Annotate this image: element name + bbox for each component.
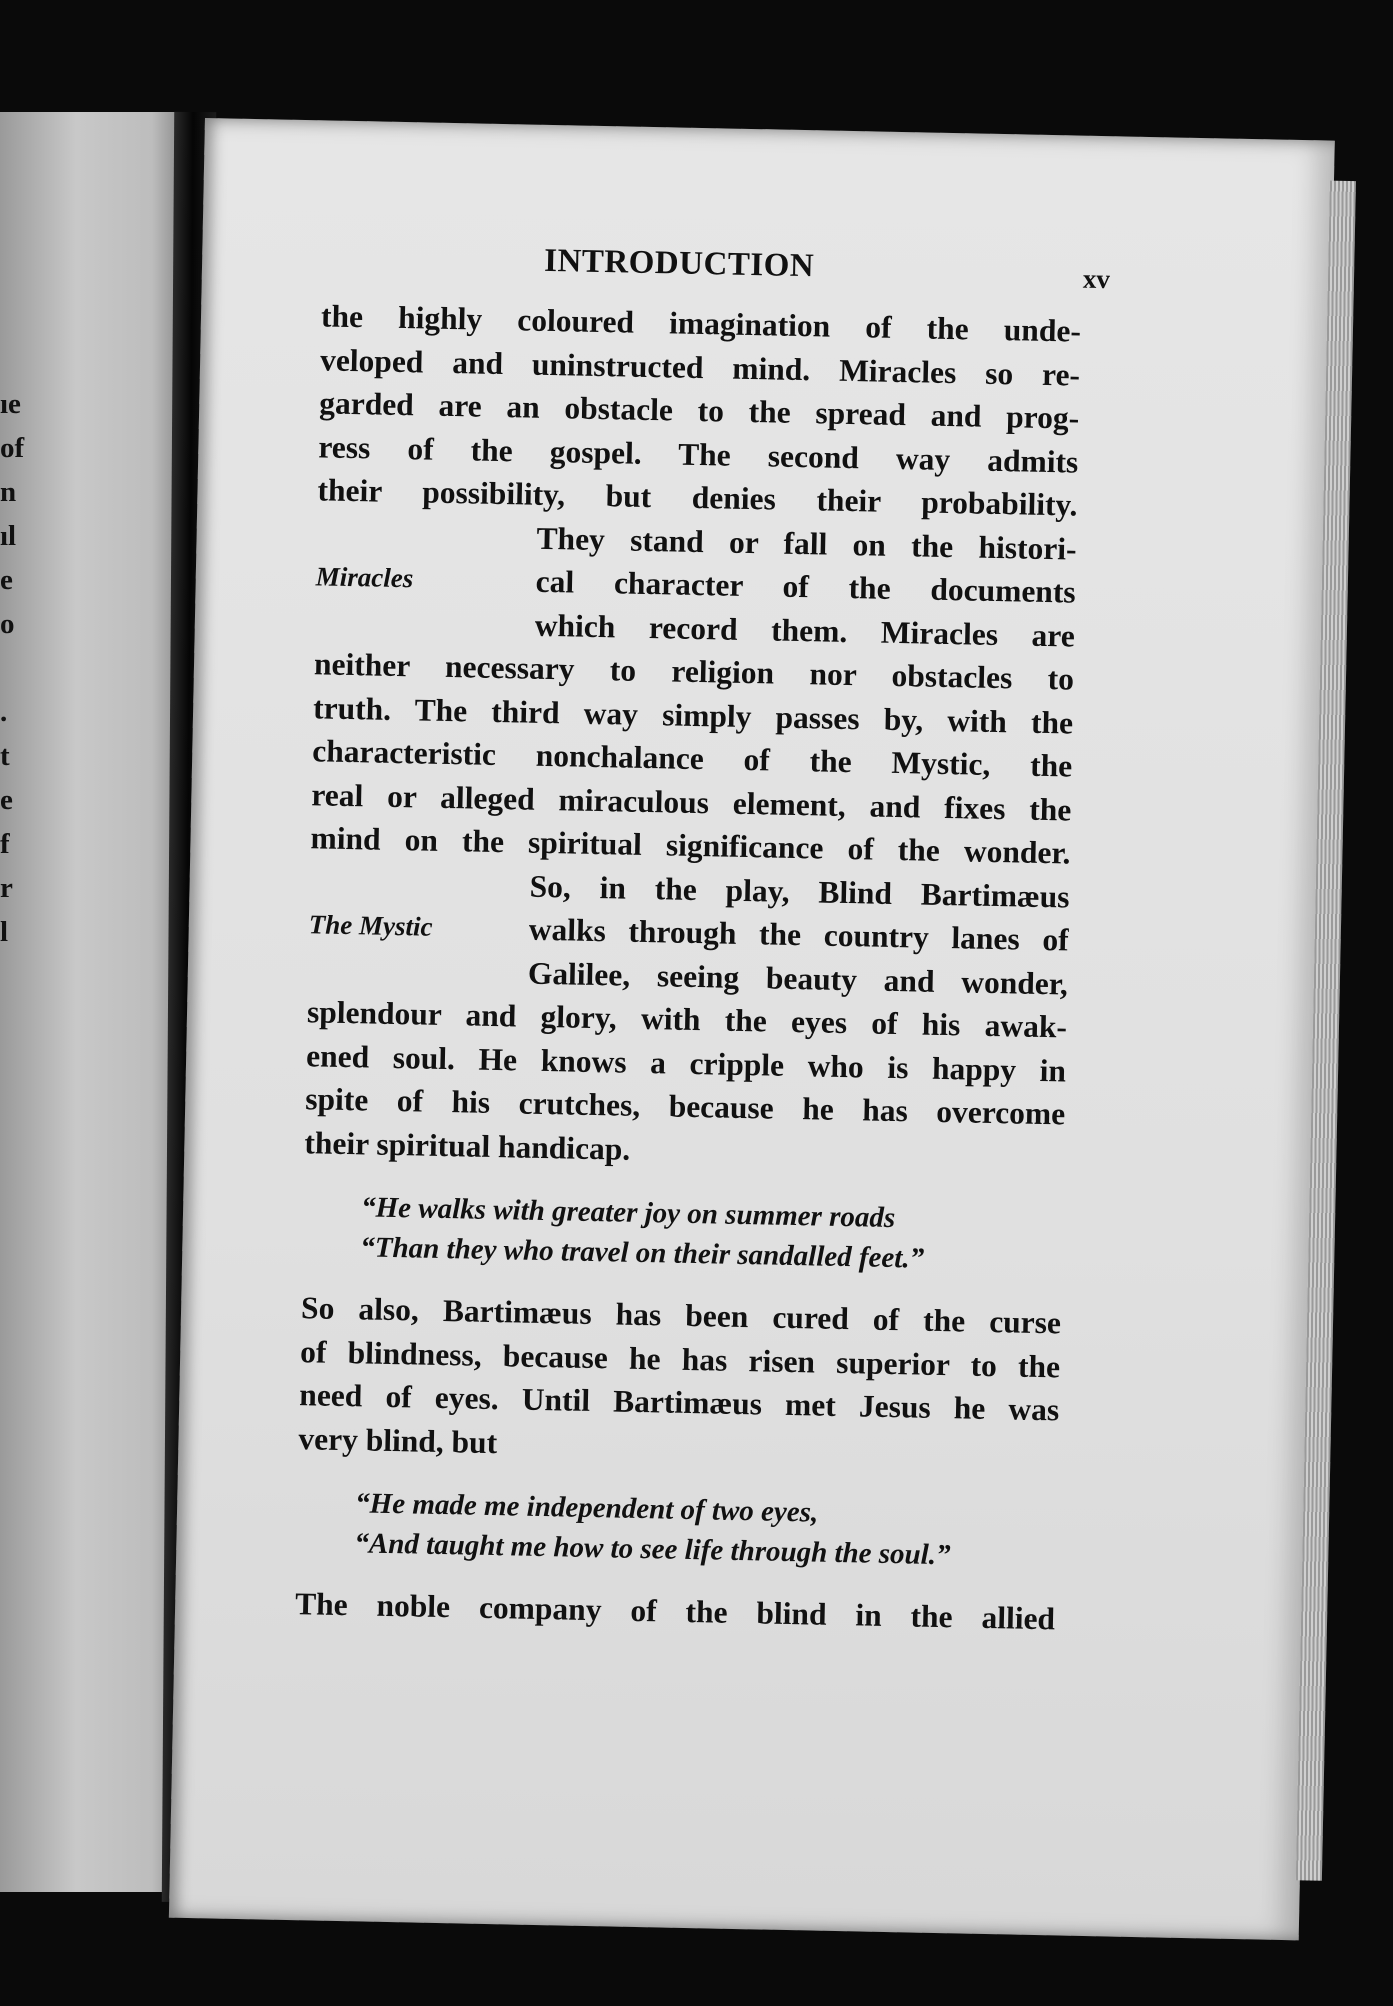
text-line: garded are an obstacle to the spread and prog- <box>318 385 1080 436</box>
text-line: Galilee, seeing beauty and wonder, <box>527 955 1069 1001</box>
verse-quote-2 <box>296 1482 1057 1577</box>
paragraph-5 <box>295 1582 1056 1641</box>
left-fragment: n <box>0 476 17 508</box>
verse-line: “Than they who travel on their sandalled feet.” <box>360 1231 925 1275</box>
left-fragment: o <box>0 608 15 640</box>
verse-quote-1 <box>302 1186 1063 1281</box>
left-fragment: . <box>0 696 8 728</box>
text-line: ened soul. He knows a cripple who is happy in <box>305 1037 1067 1088</box>
left-fragment: ıl <box>0 520 17 552</box>
page-edge <box>1296 181 1356 1881</box>
text-line: walks through the country lanes of <box>528 911 1070 958</box>
left-fragment: of <box>0 432 25 464</box>
text-line: mind on the spiritual significance of the wonder. <box>310 820 1071 871</box>
text-line: So, in the play, Blind Bartimæus <box>529 868 1070 915</box>
margin-note-the-mystic: The Mystic <box>308 909 433 942</box>
text-line: neither necessary to religion nor obstacles to <box>313 646 1075 697</box>
left-fragment: f <box>0 828 10 860</box>
margin-note-miracles: Miracles <box>315 561 414 594</box>
text-line: spite of his crutches, because he has overcome <box>304 1081 1066 1132</box>
right-page <box>169 118 1335 1940</box>
page-number: xv <box>1082 263 1111 295</box>
text-line: need of eyes. Until Bartimæus met Jesus he was <box>299 1377 1060 1428</box>
paragraph-3 <box>304 860 1070 1180</box>
text-line: The noble company of the blind in the allied <box>294 1586 1056 1637</box>
paragraph-4 <box>298 1286 1061 1475</box>
text-line: their spiritual handicap. <box>304 1124 631 1167</box>
left-fragment: ıe <box>0 388 21 420</box>
left-fragment: t <box>0 740 10 772</box>
text-line: real or alleged miraculous element, and fixes the <box>311 776 1072 828</box>
verse-line: “And taught me how to see life through the soul.” <box>354 1527 951 1572</box>
text-line: which record them. Miracles are <box>534 607 1076 654</box>
text-line: the highly coloured imagination of the unde- <box>320 298 1082 349</box>
indented-block <box>314 512 1076 658</box>
text-line: splendour and glory, with the eyes of his awak- <box>306 994 1068 1045</box>
left-fragment: e <box>0 564 13 596</box>
text-line: veloped and uninstructed mind. Miracles so re- <box>319 341 1081 393</box>
text-line: of blindness, because he has risen superior to the <box>299 1333 1061 1384</box>
left-page <box>0 112 190 1892</box>
text-line: They stand or fall on the histori- <box>536 520 1077 567</box>
left-fragment: r <box>0 872 13 904</box>
text-line: cal character of the documents <box>535 563 1077 610</box>
paragraph-2 <box>310 512 1077 875</box>
text-line: So also, Bartimæus has been cured of the curse <box>300 1290 1062 1341</box>
text-line: characteristic nonchalance of the Mystic, the <box>311 733 1073 784</box>
text-line: very blind, but <box>298 1420 498 1460</box>
text-line: ress of the gospel. The second way admits <box>318 428 1079 480</box>
paragraph-1 <box>317 294 1081 527</box>
text-line: their possibility, but denies their probability. <box>317 472 1078 523</box>
verse-line: “He walks with greater joy on summer roads <box>360 1191 896 1235</box>
left-fragment: l <box>0 916 9 948</box>
left-fragment <box>0 646 40 690</box>
left-fragment: e <box>0 784 13 816</box>
page-content <box>294 238 1111 1640</box>
running-head: INTRODUCTION <box>543 242 815 285</box>
left-page-text-fragments <box>0 382 40 954</box>
text-line: truth. The third way simply passes by, with the <box>312 689 1074 741</box>
verse-line: “He made me independent of two eyes, <box>354 1487 819 1529</box>
